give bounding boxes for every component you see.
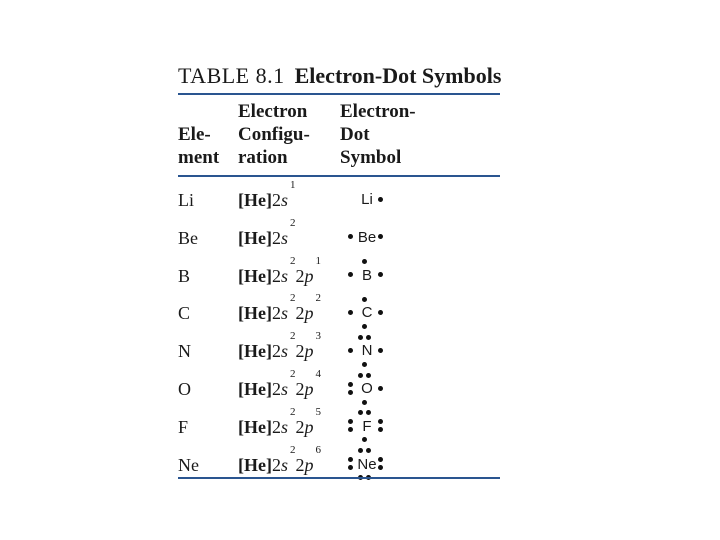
electron-count: 5 <box>315 405 321 418</box>
valence-electron-dot <box>378 348 383 353</box>
electron-count: 1 <box>290 179 296 191</box>
valence-electron-dot <box>348 457 353 462</box>
orbital-subshell: s <box>280 416 288 437</box>
orbital-subshell: s <box>280 227 288 248</box>
orbital-subshell: s <box>280 379 288 399</box>
table-label <box>178 63 285 88</box>
header-symbol <box>340 100 416 169</box>
element-name: O <box>178 379 191 399</box>
noble-gas-core: [He] <box>238 379 272 399</box>
valence-electron-dot <box>362 437 367 442</box>
valence-electron-dot <box>348 390 353 395</box>
noble-gas-core: [He] <box>238 190 272 210</box>
orbital-shell: 2 <box>295 303 305 324</box>
table-row <box>178 179 500 219</box>
noble-gas-core: [He] <box>238 265 272 286</box>
valence-electron-dot <box>362 324 367 329</box>
noble-gas-core: [He] <box>238 341 272 362</box>
orbital-shell: 2 <box>271 454 281 475</box>
orbital-subshell: p <box>304 341 314 362</box>
electron-configuration <box>238 368 321 400</box>
element-name: C <box>178 303 191 324</box>
orbital-subshell: s <box>280 454 288 475</box>
electron-count: 2 <box>290 292 296 305</box>
orbital-subshell: s <box>280 265 288 286</box>
orbital-shell: 2 <box>295 416 305 437</box>
valence-electron-dot <box>348 234 353 239</box>
element-name: Ne <box>178 454 199 475</box>
valence-electron-dot <box>366 373 371 378</box>
electron-dot-symbol <box>343 295 391 332</box>
header-symbol-line-2: Dot <box>340 124 370 145</box>
noble-gas-core: [He] <box>238 416 272 437</box>
header-configuration-line-2: Configu- <box>238 124 310 145</box>
valence-electron-dot <box>378 457 383 462</box>
valence-electron-dot <box>362 362 367 367</box>
valence-electron-dot <box>378 419 383 424</box>
orbital-subshell: s <box>280 190 288 210</box>
dot-symbol-letter: C <box>361 304 373 322</box>
orbital-shell: 2 <box>271 265 281 286</box>
top-rule <box>178 93 500 95</box>
orbital-subshell: p <box>304 379 314 399</box>
orbital-shell: 2 <box>295 341 305 362</box>
valence-electron-dot <box>378 465 383 470</box>
electron-count: 4 <box>315 368 321 380</box>
electron-dot-table <box>178 62 502 475</box>
header-element-line-2: ment <box>178 147 220 168</box>
electron-dot-symbol <box>343 333 391 370</box>
electron-dot-symbol <box>343 220 391 257</box>
valence-electron-dot <box>348 427 353 432</box>
electron-count: 2 <box>290 330 296 343</box>
valence-electron-dot <box>362 400 367 405</box>
orbital-subshell: s <box>280 341 288 362</box>
valence-electron-dot <box>348 465 353 470</box>
valence-electron-dot <box>348 310 353 315</box>
table-row <box>178 216 500 257</box>
orbital-shell: 2 <box>295 265 305 286</box>
valence-electron-dot <box>358 448 363 453</box>
valence-electron-dot <box>348 382 353 387</box>
noble-gas-core: [He] <box>238 454 272 475</box>
dot-symbol-letter: Be <box>357 228 377 246</box>
header-rule <box>178 175 500 177</box>
table-row <box>178 330 500 370</box>
valence-electron-dot <box>378 197 383 202</box>
valence-electron-dot <box>378 310 383 315</box>
table-label-text: TABLE <box>178 63 250 88</box>
orbital-shell: 2 <box>271 379 281 399</box>
electron-configuration <box>238 216 296 249</box>
element-name: Be <box>178 227 198 248</box>
table-title <box>178 62 500 92</box>
electron-dot-symbol <box>343 409 391 446</box>
valence-electron-dot <box>348 419 353 424</box>
valence-electron-dot <box>378 272 383 277</box>
orbital-subshell: p <box>304 416 314 437</box>
header-configuration-line-3: ration <box>238 147 288 168</box>
valence-electron-dot <box>378 427 383 432</box>
orbital-shell: 2 <box>295 379 305 399</box>
orbital-shell: 2 <box>271 416 281 437</box>
valence-electron-dot <box>366 410 371 415</box>
element-name: F <box>178 416 189 437</box>
valence-electron-dot <box>378 386 383 391</box>
valence-electron-dot <box>358 335 363 340</box>
table-row <box>178 405 500 446</box>
dot-symbol-letter: O <box>361 380 373 397</box>
dot-symbol-letter: F <box>362 417 372 435</box>
electron-count: 6 <box>315 443 321 456</box>
valence-electron-dot <box>362 297 367 302</box>
orbital-subshell: p <box>304 265 314 286</box>
electron-configuration <box>238 443 321 476</box>
orbital-subshell: s <box>280 303 288 324</box>
header-symbol-line-3: Symbol <box>340 147 402 168</box>
header-element-line-1: Ele- <box>178 124 211 145</box>
orbital-subshell: p <box>304 454 314 475</box>
dot-symbol-letter: Ne <box>357 455 377 473</box>
valence-electron-dot <box>366 335 371 340</box>
orbital-shell: 2 <box>271 341 281 362</box>
table-row <box>178 368 500 408</box>
noble-gas-core: [He] <box>238 303 272 324</box>
orbital-shell: 2 <box>295 454 305 475</box>
electron-count: 2 <box>290 405 296 418</box>
valence-electron-dot <box>378 234 383 239</box>
orbital-shell: 2 <box>271 303 281 324</box>
table-number: 8.1 <box>255 63 285 88</box>
valence-electron-dot <box>358 373 363 378</box>
valence-electron-dot <box>348 348 353 353</box>
header-symbol-line-1: Electron- <box>340 101 416 122</box>
electron-count: 3 <box>315 330 321 343</box>
dot-symbol-letter: Li <box>361 191 373 208</box>
valence-electron-dot <box>366 448 371 453</box>
electron-configuration <box>238 292 321 324</box>
electron-dot-symbol <box>343 258 391 295</box>
valence-electron-dot <box>362 259 367 264</box>
electron-count: 2 <box>290 254 296 267</box>
electron-count: 2 <box>290 443 296 456</box>
valence-electron-dot <box>348 272 353 277</box>
bottom-rule <box>178 477 500 479</box>
element-name: Li <box>178 190 194 210</box>
electron-count: 2 <box>290 216 296 229</box>
table-row <box>178 292 500 332</box>
element-name: B <box>178 265 191 286</box>
header-element <box>178 100 219 169</box>
orbital-shell: 2 <box>271 227 281 248</box>
element-name: N <box>178 341 191 362</box>
electron-count: 2 <box>315 292 321 305</box>
electron-configuration <box>238 330 321 362</box>
dot-symbol-letter: N <box>361 342 373 360</box>
noble-gas-core: [He] <box>238 227 272 248</box>
valence-electron-dot <box>358 410 363 415</box>
dot-symbol-letter: B <box>361 266 372 284</box>
electron-count: 1 <box>315 254 321 267</box>
table-name: Electron-Dot Symbols <box>294 63 502 88</box>
table-row <box>178 254 500 295</box>
header-configuration-line-1: Electron <box>238 101 308 122</box>
electron-dot-symbol <box>343 371 391 408</box>
orbital-subshell: p <box>304 303 314 324</box>
orbital-shell: 2 <box>271 190 281 210</box>
header-configuration <box>238 100 310 169</box>
electron-dot-symbol <box>343 182 391 219</box>
electron-configuration <box>238 254 321 287</box>
electron-configuration <box>238 179 296 211</box>
electron-configuration <box>238 405 321 438</box>
electron-count: 2 <box>290 368 296 380</box>
